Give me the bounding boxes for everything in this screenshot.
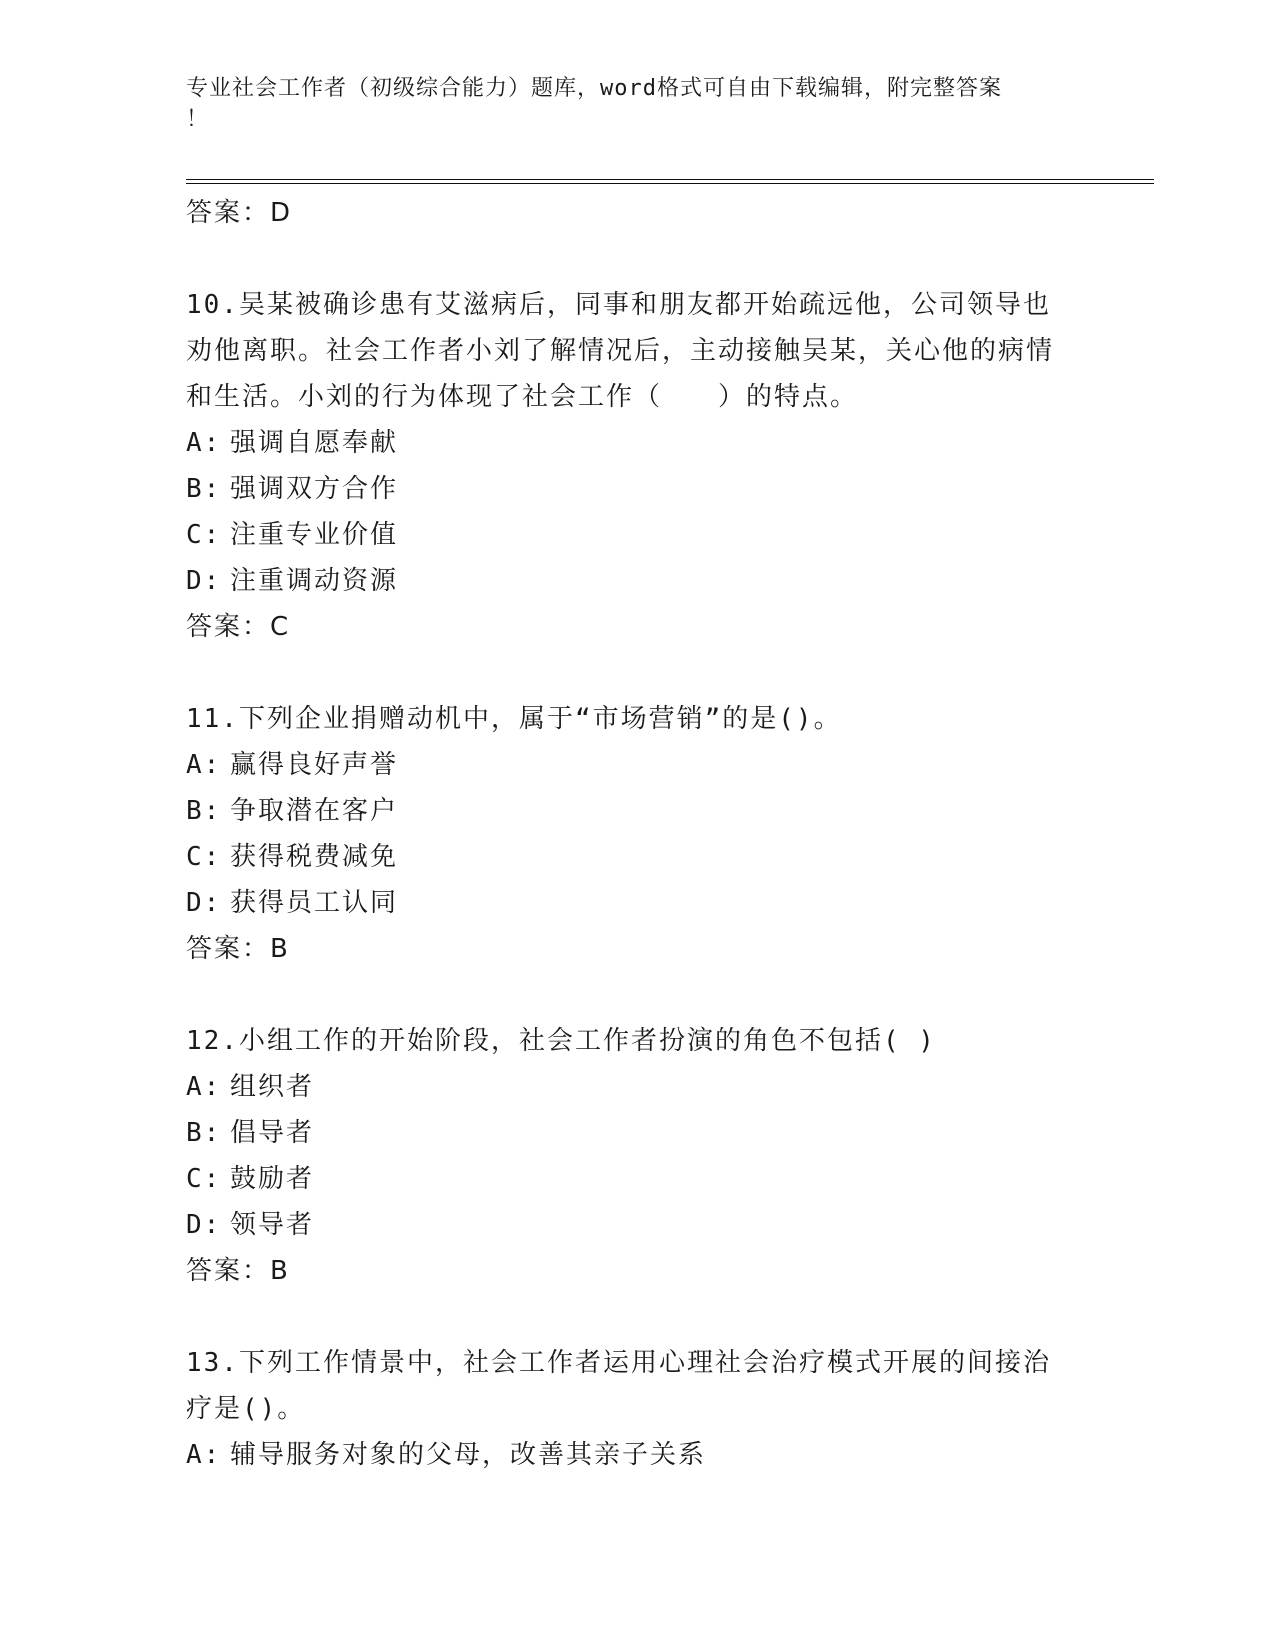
question-10	[186, 282, 1086, 650]
option-b	[186, 466, 1086, 512]
answer-line: 答案：B	[186, 1256, 290, 1286]
option-d	[186, 558, 1086, 604]
option-letter: B:	[186, 796, 222, 826]
previous-answer: 答案：D	[186, 198, 293, 228]
option-b	[186, 788, 1086, 834]
question-stem: 12.小组工作的开始阶段，社会工作者扮演的角色不包括( )	[186, 1026, 936, 1056]
option-text: 获得员工认同	[230, 888, 399, 918]
question-list	[186, 190, 1086, 1478]
header-line-2: ！	[186, 107, 210, 132]
option-c	[186, 834, 1086, 880]
option-letter: D:	[186, 566, 222, 596]
option-a	[186, 1064, 1086, 1110]
option-letter: B:	[186, 1118, 222, 1148]
option-text: 注重专业价值	[230, 520, 399, 550]
option-text: 争取潜在客户	[230, 796, 399, 826]
page-header	[186, 73, 1066, 135]
option-text: 强调双方合作	[230, 474, 399, 504]
question-stem: 13.下列工作情景中，社会工作者运用心理社会治疗模式开展的间接治疗是()。	[186, 1348, 1051, 1424]
option-letter: C:	[186, 1164, 222, 1194]
option-text: 注重调动资源	[230, 566, 399, 596]
option-letter: A:	[186, 428, 222, 458]
option-c	[186, 512, 1086, 558]
answer-line: 答案：B	[186, 934, 290, 964]
option-text: 赢得良好声誉	[230, 750, 399, 780]
question-11	[186, 696, 1086, 972]
option-a	[186, 742, 1086, 788]
option-c	[186, 1156, 1086, 1202]
option-text: 鼓励者	[230, 1164, 315, 1194]
option-letter: A:	[186, 750, 222, 780]
option-letter: B:	[186, 474, 222, 504]
option-a	[186, 1432, 1086, 1478]
option-text: 领导者	[230, 1210, 315, 1240]
option-text: 辅导服务对象的父母，改善其亲子关系	[230, 1440, 707, 1470]
option-letter: A:	[186, 1072, 222, 1102]
option-d	[186, 880, 1086, 926]
question-stem: 10.吴某被确诊患有艾滋病后，同事和朋友都开始疏远他，公司领导也劝他离职。社会工作者小刘了解情况后，主动接触吴某，关心他的病情和生活。小刘的行为体现了社会工作（ ）的特点。	[186, 290, 1055, 412]
answer-line: 答案：C	[186, 612, 291, 642]
option-letter: C:	[186, 520, 222, 550]
option-text: 组织者	[230, 1072, 315, 1102]
question-12	[186, 1018, 1086, 1294]
option-text: 获得税费减免	[230, 842, 399, 872]
option-letter: D:	[186, 1210, 222, 1240]
option-d	[186, 1202, 1086, 1248]
question-13	[186, 1340, 1086, 1478]
option-a	[186, 420, 1086, 466]
question-stem: 11.下列企业捐赠动机中，属于“市场营销”的是()。	[186, 704, 842, 734]
option-text: 倡导者	[230, 1118, 315, 1148]
option-text: 强调自愿奉献	[230, 428, 399, 458]
option-b	[186, 1110, 1086, 1156]
option-letter: A:	[186, 1440, 222, 1470]
option-letter: D:	[186, 888, 222, 918]
header-divider-bottom	[186, 183, 1154, 184]
header-line-1: 专业社会工作者（初级综合能力）题库，word格式可自由下载编辑，附完整答案	[186, 76, 1002, 101]
option-letter: C:	[186, 842, 222, 872]
header-divider-top	[186, 179, 1154, 180]
